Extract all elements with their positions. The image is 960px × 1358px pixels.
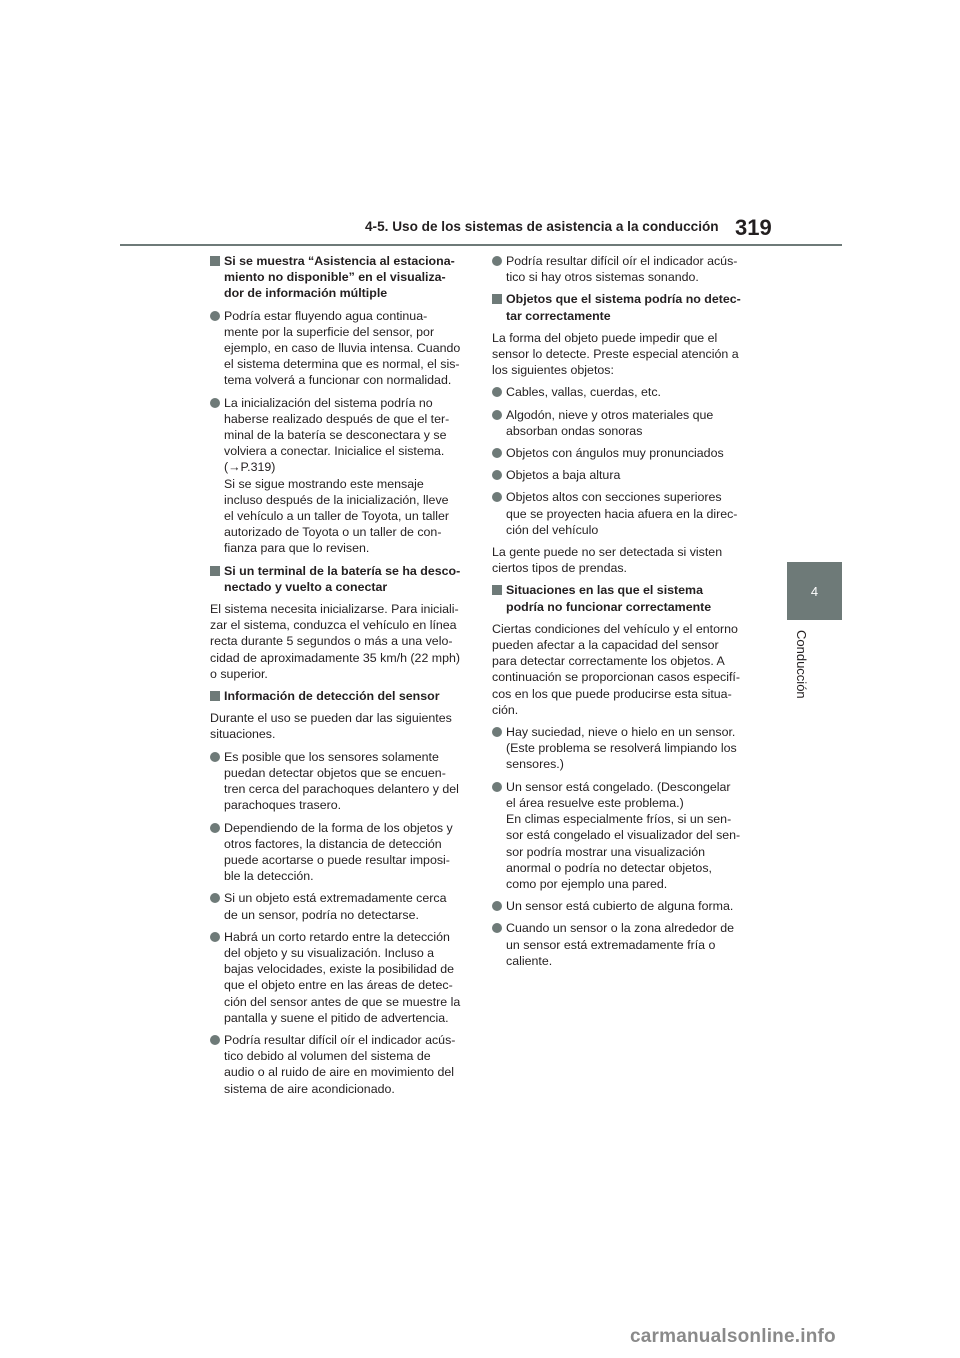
circle-bullet-icon bbox=[210, 823, 220, 833]
circle-bullet-icon bbox=[492, 901, 502, 911]
bullet-text: Habrá un corto retardo entre la detección del objeto y su visualización. Incluso a bajas velocidades, existe la posibilidad de que el objeto entre en las áreas de detec- ción del sensor antes de que se muestre la pantalla y suene el pitido de advertencia. bbox=[224, 929, 461, 1025]
square-bullet-icon bbox=[210, 566, 220, 576]
header-divider bbox=[120, 244, 842, 246]
bullet-item bbox=[210, 308, 467, 389]
paragraph bbox=[492, 330, 749, 379]
right-column bbox=[492, 253, 749, 975]
bullet-text: Objetos a baja altura bbox=[506, 468, 621, 483]
circle-bullet-icon bbox=[492, 387, 502, 397]
bullet-item bbox=[210, 1032, 467, 1097]
bullet-item bbox=[492, 407, 749, 439]
paragraph bbox=[210, 710, 467, 742]
bullet-item bbox=[210, 890, 467, 922]
circle-bullet-icon bbox=[210, 1035, 220, 1045]
paragraph-text: Ciertas condiciones del vehículo y el entorno pueden afectar a la capacidad del sensor para detectar correctamente los objetos. A continuación se proporcionan casos especifí- cos en los que puede producirse esta situa- ción. bbox=[492, 621, 740, 717]
paragraph bbox=[492, 621, 749, 718]
bullet-text: Algodón, nieve y otros materiales que absorban ondas sonoras bbox=[506, 407, 714, 438]
circle-bullet-icon bbox=[492, 470, 502, 480]
circle-bullet-icon bbox=[492, 782, 502, 792]
paragraph-text: Durante el uso se pueden dar las siguientes situaciones. bbox=[210, 711, 452, 742]
page-header bbox=[0, 0, 960, 250]
bullet-text: Podría resultar difícil oír el indicador acús- tico si hay otros sistemas sonando. bbox=[506, 254, 738, 285]
bullet-item bbox=[210, 820, 467, 885]
section-title: 4-5. Uso de los sistemas de asistencia a la conducción bbox=[365, 219, 719, 234]
paragraph-text: El sistema necesita inicializarse. Para iniciali- zar el sistema, conduzca el vehículo en línea recta durante 5 segundos o más a una velo- cidad de aproximadamente 35 km/h (22 mph) o superior. bbox=[210, 602, 461, 681]
bullet-text: La inicialización del sistema podría no haberse realizado después de que el ter- minal de la batería se desconectara y se volviera a conectar. Inicialice el sistema. (→P.319) Si se sigue mostrando este mensaje incluso después de la inicialización, lleve el vehículo a un taller de Toyota, un taller autorizado de Toyota o un taller de con- fianza para que lo revisen. bbox=[224, 395, 450, 556]
subheading bbox=[210, 253, 467, 302]
bullet-text: Cuando un sensor o la zona alrededor de un sensor está extremadamente fría o caliente. bbox=[506, 921, 735, 968]
bullet-item bbox=[492, 920, 749, 969]
circle-bullet-icon bbox=[492, 923, 502, 933]
bullet-item bbox=[492, 253, 749, 285]
bullet-item bbox=[210, 395, 467, 557]
circle-bullet-icon bbox=[210, 932, 220, 942]
circle-bullet-icon bbox=[210, 752, 220, 762]
bullet-text: Es posible que los sensores solamente puedan detectar objetos que se encuen- tren cerca del parachoques delantero y del parachoques trasero. bbox=[224, 749, 459, 813]
bullet-item bbox=[492, 724, 749, 773]
square-bullet-icon bbox=[210, 691, 220, 701]
subheading bbox=[210, 563, 467, 595]
left-column bbox=[210, 253, 467, 1103]
watermark: carmanualsonline.info bbox=[630, 1326, 836, 1347]
bullet-text: Un sensor está congelado. (Descongelar el área resuelve este problema.) En climas especialmente fríos, si un sen- sor está congelado el visualizador del sen- sor podría mostrar una visualización anormal o podría no detectar objetos, como por ejemplo una pared. bbox=[506, 779, 741, 891]
bullet-text: Podría estar fluyendo agua continua- mente por la superficie del sensor, por ejemplo, en caso de lluvia intensa. Cuando el sistema determina que es normal, el sis- tema volverá a funcionar con normalidad. bbox=[224, 308, 461, 388]
circle-bullet-icon bbox=[210, 311, 220, 321]
bullet-text: Un sensor está cubierto de alguna forma. bbox=[506, 899, 734, 914]
paragraph-text: La gente puede no ser detectada si visten ciertos tipos de prendas. bbox=[492, 545, 723, 576]
bullet-item bbox=[492, 467, 749, 483]
bullet-item bbox=[492, 445, 749, 461]
bullet-item bbox=[210, 749, 467, 814]
bullet-text: Objetos con ángulos muy pronunciados bbox=[506, 446, 724, 461]
paragraph bbox=[210, 601, 467, 682]
circle-bullet-icon bbox=[210, 398, 220, 408]
bullet-text: Si un objeto está extremadamente cerca de un sensor, podría no detectarse. bbox=[224, 891, 447, 922]
subheading bbox=[492, 582, 749, 614]
bullet-text: Podría resultar difícil oír el indicador acús- tico debido al volumen del sistema de audio o al ruido de aire en movimiento del sistema de aire acondicionado. bbox=[224, 1032, 456, 1096]
square-bullet-icon bbox=[492, 585, 502, 595]
bullet-item bbox=[210, 929, 467, 1026]
subheading-text: Situaciones en las que el sistema podría no funcionar correctamente bbox=[506, 583, 712, 614]
subheading bbox=[210, 688, 467, 704]
bullet-item bbox=[492, 489, 749, 538]
circle-bullet-icon bbox=[492, 492, 502, 502]
circle-bullet-icon bbox=[492, 448, 502, 458]
square-bullet-icon bbox=[210, 256, 220, 266]
circle-bullet-icon bbox=[492, 727, 502, 737]
paragraph-text: La forma del objeto puede impedir que el sensor lo detecte. Preste especial atención a los siguientes objetos: bbox=[492, 330, 739, 378]
chapter-label: Conducción bbox=[794, 630, 809, 699]
paragraph bbox=[492, 544, 749, 576]
square-bullet-icon bbox=[492, 294, 502, 304]
circle-bullet-icon bbox=[492, 256, 502, 266]
bullet-text: Dependiendo de la forma de los objetos y otros factores, la distancia de detección puede acortarse o puede resultar imposi- ble la detección. bbox=[224, 820, 453, 884]
bullet-item bbox=[492, 384, 749, 400]
subheading-text: Información de detección del sensor bbox=[224, 689, 440, 704]
bullet-text: Objetos altos con secciones superiores que se proyecten hacia afuera en la direc- ción del vehículo bbox=[506, 490, 738, 537]
subheading-text: Si se muestra “Asistencia al estaciona- miento no disponible” en el visualiza- dor de información múltiple bbox=[224, 254, 455, 301]
bullet-item bbox=[492, 779, 749, 892]
chapter-number: 4 bbox=[810, 584, 819, 599]
bullet-item bbox=[492, 898, 749, 914]
circle-bullet-icon bbox=[210, 893, 220, 903]
chapter-tab bbox=[787, 562, 842, 620]
bullet-text: Hay suciedad, nieve o hielo en un sensor. (Este problema se resolverá limpiando los sensores.) bbox=[506, 725, 737, 772]
subheading-text: Objetos que el sistema podría no detec- tar correctamente bbox=[506, 292, 741, 323]
circle-bullet-icon bbox=[492, 410, 502, 420]
page-number: 319 bbox=[735, 215, 772, 240]
bullet-text: Cables, vallas, cuerdas, etc. bbox=[506, 385, 661, 400]
subheading bbox=[492, 291, 749, 323]
subheading-text: Si un terminal de la batería se ha desco- nectado y vuelto a conectar bbox=[224, 563, 461, 594]
